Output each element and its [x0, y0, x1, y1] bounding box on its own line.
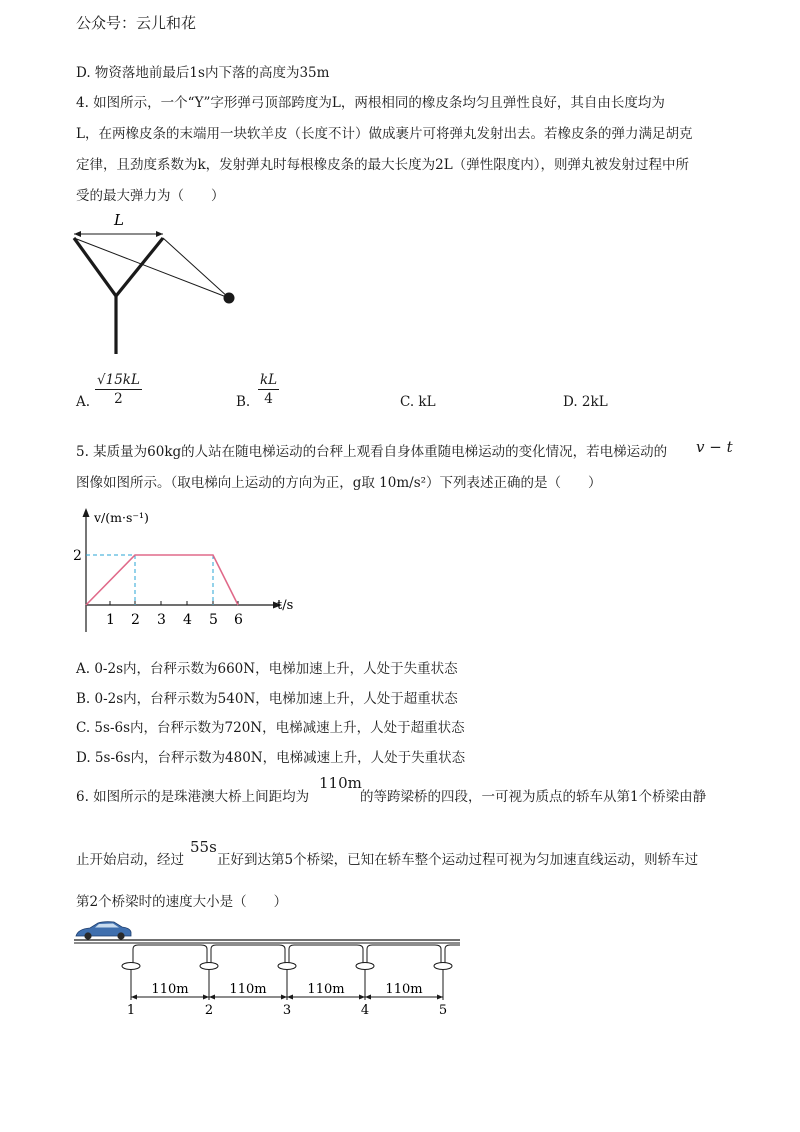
q4-option-b-label: B. — [236, 394, 251, 410]
vt-x-tick-label-1: 1 — [106, 612, 115, 628]
vt-y-tick-label: 2 — [73, 548, 82, 564]
pier-number-2: 2 — [204, 1003, 214, 1018]
bridge-span-tail — [445, 945, 460, 964]
vt-x-tick-label-6: 6 — [234, 612, 243, 628]
q5-option-d: D. 5s-6s内，台秤示数为480N，电梯减速上升，人处于失重状态 — [76, 750, 466, 766]
span-label-4: 110m — [385, 982, 423, 997]
q4-text-line3: 定律，且劲度系数为k，发射弹丸时每根橡皮条的最大长度为2L（弹性限度内），则弹丸被发射过程中所 — [76, 157, 689, 173]
pier-number-4: 4 — [360, 1003, 370, 1018]
q6-distance: 110m — [319, 774, 362, 792]
slingshot-right-arm — [116, 238, 163, 296]
slingshot-left-arm — [74, 238, 116, 296]
bridge-pier-4 — [356, 963, 374, 970]
slingshot-figure — [66, 208, 246, 358]
q4-option-a-label: A. — [76, 394, 91, 410]
q4-option-d: D. 2kL — [563, 394, 608, 410]
pier-number-3: 3 — [282, 1003, 292, 1018]
vt-x-tick-label-5: 5 — [209, 612, 218, 628]
vt-graph — [66, 502, 326, 637]
q4-text-line4: 受的最大弹力为（ ） — [76, 188, 225, 204]
span-label-1: 110m — [151, 982, 189, 997]
vt-x-tick-label-2: 2 — [131, 612, 140, 628]
vt-y-axis-arrow — [83, 508, 90, 517]
vt-y-axis-label: v/(m·s⁻¹) — [94, 510, 149, 525]
bridge-pier-5 — [434, 963, 452, 970]
span-arrow-left — [74, 231, 81, 237]
q6-time: 55s — [190, 838, 217, 856]
vt-x-tick-label-4: 4 — [183, 612, 192, 628]
q4-option-c: C. kL — [400, 394, 436, 410]
vt-x-tick-label-3: 3 — [157, 612, 166, 628]
span-label-3: 110m — [307, 982, 345, 997]
slingshot-span-label: L — [114, 211, 124, 229]
q4-option-a-denominator: 2 — [114, 391, 123, 407]
pier-number-5: 5 — [438, 1003, 448, 1018]
bridge-pier-1 — [122, 963, 140, 970]
bridge-pier-3 — [278, 963, 296, 970]
q5-option-a: A. 0-2s内，台秤示数为660N，电梯加速上升，人处于失重状态 — [76, 661, 458, 677]
q4-option-a-numerator: √15kL — [97, 372, 140, 388]
span-label-2: 110m — [229, 982, 267, 997]
q3-option-d: D. 物资落地前最后1s内下落的高度为35m — [76, 65, 330, 81]
q4-option-b-denominator: 4 — [264, 391, 273, 407]
bridge-span-4 — [367, 945, 441, 964]
q6-text-line3: 第2个桥梁时的速度大小是（ ） — [76, 894, 288, 910]
bridge-span-3 — [289, 945, 363, 964]
q5-text-line1: 5. 某质量为60kg的人站在随电梯运动的台秤上观看自身体重随电梯运动的变化情况，若电梯运动的 — [76, 444, 668, 460]
q5-text-line2: 图像如图所示。（取电梯向上运动的方向为正，g取 10m/s²）下列表述正确的是（ ） — [76, 475, 602, 491]
header-watermark: 公众号：云儿和花 — [76, 14, 197, 32]
vt-velocity-curve — [86, 555, 238, 605]
span-arrow-right — [156, 231, 163, 237]
bridge-figure — [70, 918, 464, 1018]
q4-text-line2: L，在两橡皮条的末端用一块软羊皮（长度不计）做成裹片可将弹丸发射出去。若橡皮条的弹力满足胡克 — [76, 126, 693, 142]
q5-vt-symbol: v − t — [696, 438, 733, 456]
q4-option-b-fraction — [258, 372, 279, 407]
rubber-band-right — [163, 238, 229, 298]
bridge-pier-2 — [200, 963, 218, 970]
q6-text-line1-b: 的等跨梁桥的四段，一可视为质点的轿车从第1个桥梁由静 — [360, 789, 707, 805]
q4-option-b-numerator: kL — [260, 372, 278, 388]
q5-option-c: C. 5s-6s内，台秤示数为720N，电梯减速上升，人处于超重状态 — [76, 720, 465, 736]
vt-x-axis-label: t/s — [277, 598, 294, 613]
q4-option-a-fraction — [95, 372, 142, 407]
q5-option-b: B. 0-2s内，台秤示数为540N，电梯加速上升，人处于超重状态 — [76, 691, 458, 707]
q6-text-line2-a: 止开始启动，经过 — [76, 852, 184, 868]
pier-number-1: 1 — [126, 1003, 136, 1018]
bridge-span-1 — [133, 945, 207, 964]
q6-text-line2-b: 正好到达第5个桥梁，已知在轿车整个运动过程可视为匀加速直线运动，则轿车过 — [217, 852, 699, 868]
bridge-span-2 — [211, 945, 285, 964]
q4-text-line1: 4. 如图所示，一个“Y”字形弹弓顶部跨度为L，两根相同的橡皮条均匀且弹性良好，其自由长度均为 — [76, 95, 665, 111]
car-icon — [76, 922, 131, 940]
q6-text-line1-a: 6. 如图所示的是珠港澳大桥上间距均为 — [76, 789, 310, 805]
pellet — [224, 293, 235, 304]
